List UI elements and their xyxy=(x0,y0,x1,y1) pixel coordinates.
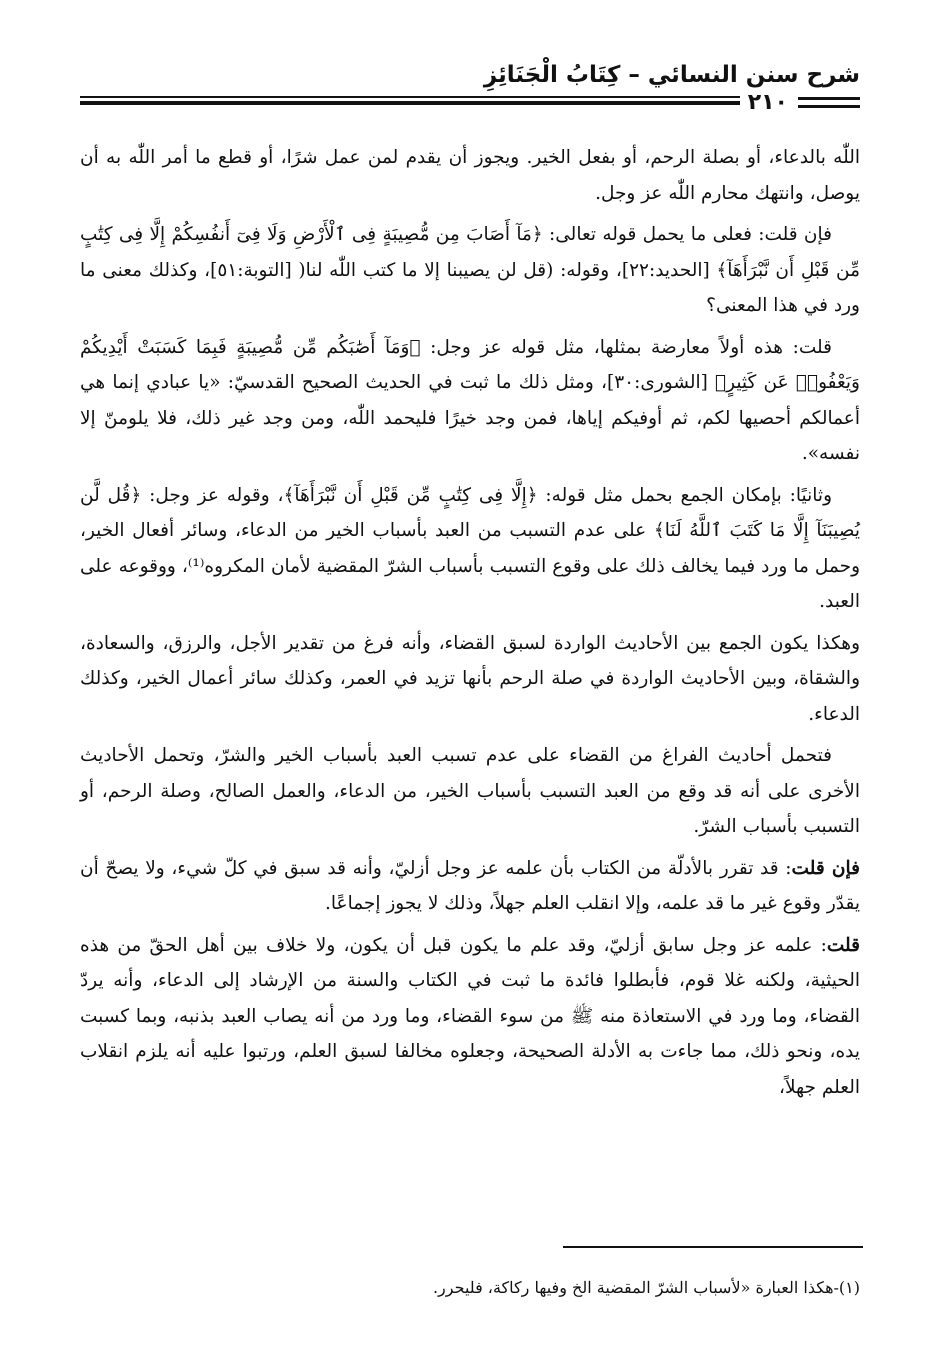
paragraph-7 xyxy=(80,851,860,922)
paragraph-8-text: : علمه عز وجل سابق أزليّ، وقد علم ما يكون قبل أن يكون، ولا خلاف بين أهل الحقّ من هذه الحيثية، ولكنه غلا قوم، فأبطلوا فائدة ما ثبت في الكتاب والسنة من الإرشاد إلى الدعاء، وأنه يردّ القضاء، وما ورد في الاستعاذة منه ﷺ من سوء القضاء، وما ورد من أنه يصاب العبد بذنبه، وبما كسبت يده، ونحو ذلك، مما جاءت به الأدلة الصحيحة، وجعلوه مخالفا لسبق العلم، ورتبوا عليه أنه يلزم انقلاب العلم جهلاً، xyxy=(80,934,860,1098)
running-title: شرح سنن النسائي – كِتَابُ الْجَنَائِزِ xyxy=(483,62,860,88)
paragraph-1: اللّٰه بالدعاء، أو بصلة الرحم، أو بفعل الخير. ويجوز أن يقدم لمن عمل شرًا، أو قطع ما أمر اللّٰه به أن يوصل، وانتهك محارم اللّٰه عز وجل. xyxy=(80,147,860,204)
paragraph-4: وثانيًا: بإمكان الجمع بحمل مثل قوله: ﴿إِلَّا فِى كِتَٰبٍ مِّن قَبْلِ أَن نَّبْرَأَهَآ﴾، وقوله عز وجل: ﴿قُل لَّن يُصِيبَنَآ إِلَّا مَا كَتَبَ ٱللَّهُ لَنَا﴾ على عدم التسبب من العبد بأسباب الخير من الدعاء، وسائر أفعال الخير، وحمل ما ورد فيما يخالف ذلك على وقوع التسبب بأسباب الشرّ المقضية لأمان المكروه⁽¹⁾، ووقوعه على العبد. xyxy=(80,484,860,612)
page-number: ٢١٠ xyxy=(747,90,788,115)
paragraph-2: فإن قلت: فعلى ما يحمل قوله تعالى: ﴿مَآ أَصَابَ مِن مُّصِيبَةٍ فِى ٱلْأَرْضِ وَلَا فِىٓ أَنفُسِكُمْ إِلَّا فِى كِتَٰبٍ مِّن قَبْلِ أَن نَّبْرَأَهَآ﴾ [الحديد:٢٢]، وقوله: (قل لن يصيبنا إلا ما كتب اللّٰه لنا( [التوبة:٥١]، وكذلك معنى ما ورد في هذا المعنى؟ xyxy=(80,224,860,316)
main-text xyxy=(80,140,860,1111)
paragraph-7-text: : قد تقرر بالأدلّة من الكتاب بأن علمه عز وجل أزليّ، وأنه قد سبق في كلّ شيء، ولا يصحّ أن يقدّر وقوع غير ما قد علمه، وإلا انقلب العلم جهلاً، وذلك لا يجوز إجماعًا. xyxy=(80,857,860,914)
footnote: (١)-هكذا العبارة «لأسباب الشرّ المقضية الخ وفيها ركاكة، فليحرر. xyxy=(432,1278,860,1297)
page-number-rule xyxy=(798,97,860,108)
page-header xyxy=(80,62,860,122)
paragraph-8-lead: قلت xyxy=(826,934,860,956)
paragraph-3: قلت: هذه أولاً معارضة بمثلها، مثل قوله عز وجل: ﴿وَمَآ أَصَٰبَكُم مِّن مُّصِيبَةٍ فَبِمَا كَسَبَتْ أَيْدِيكُمْ وَيَعْفُوا۟ عَن كَثِيرٍ﴾ [الشورى:٣٠]، ومثل ذلك ما ثبت في الحديث الصحيح القدسيّ: «يا عبادي إنما هي أعمالكم أحصيها لكم، ثم أوفيكم إياها، فمن وجد خيرًا فليحمد اللّٰه، ومن وجد غير ذلك، فلا يلومنّ إلا نفسه». xyxy=(80,336,860,464)
page-number-row xyxy=(740,90,860,115)
paragraph-8 xyxy=(80,928,860,1106)
paragraph-6: فتحمل أحاديث الفراغ من القضاء على عدم تسبب العبد بأسباب الخير والشرّ، وتحمل الأحاديث الأخرى على أنه قد وقع من العبد التسبب بأسباب الخير، من الدعاء، والعمل الصالح، وصلة الرحم، أو التسبب بأسباب الشرّ. xyxy=(80,745,860,837)
paragraph-5: وهكذا يكون الجمع بين الأحاديث الواردة لسبق القضاء، وأنه فرغ من تقدير الأجل، والرزق، والسعادة، والشقاة، وبين الأحاديث الواردة في صلة الرحم بأنها تزيد في العمر، وكذلك سائر أعمال الخير، وكذلك الدعاء. xyxy=(80,632,861,725)
footnote-rule xyxy=(563,1246,863,1248)
paragraph-7-lead: فإن قلت xyxy=(791,857,860,879)
